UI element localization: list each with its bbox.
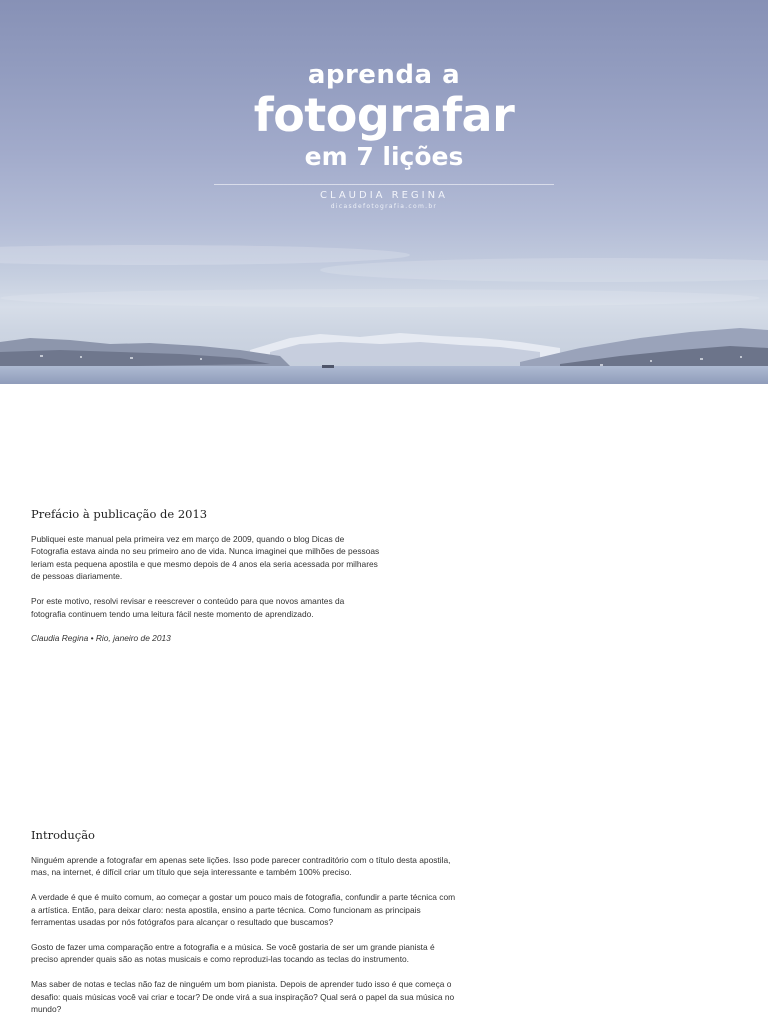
introduction-heading: Introdução xyxy=(31,828,95,842)
preface-signature: Claudia Regina • Rio, janeiro de 2013 xyxy=(31,633,171,644)
cover-title-line-2: fotografar xyxy=(253,88,515,142)
cover-title-block xyxy=(0,58,768,210)
introduction-paragraph: Mas saber de notas e teclas não faz de ninguém um bom pianista. Depois de aprender tudo isso é que começa o desafio: quais músicas você vai criar e tocar? De onde virá a sua inspiração? Qual será o papel da sua música no mundo? xyxy=(31,979,455,1015)
preface-paragraph: Por este motivo, resolvi revisar e reescrever o conteúdo para que novos amantes da fotografia continuem tendo uma leitura fácil neste momento de aprendizado. xyxy=(31,596,345,619)
cover-title-line-3: em 7 lições xyxy=(304,142,464,171)
cover-website: dicasdefotografia.com.br xyxy=(330,203,438,210)
title-divider xyxy=(214,184,554,185)
cover-author: CLAUDIA REGINA xyxy=(320,190,448,201)
introduction-paragraph: A verdade é que é muito comum, ao começar a gostar um pouco mais de fotografia, confundir a parte técnica com a artística. Então, para deixar claro: nesta apostila, ensino a parte técnica. Como funcionam as principais ferramentas usadas por nós fotógrafos para alcançar o resultado que buscamos? xyxy=(31,892,456,928)
introduction-section xyxy=(31,828,461,1028)
introduction-paragraph: Ninguém aprende a fotografar em apenas sete lições. Isso pode parecer contraditório com o título desta apostila, mas, na internet, é difícil criar um título que seja interessante e também 100% preciso. xyxy=(31,855,451,878)
introduction-paragraph: Gosto de fazer uma comparação entre a fotografia e a música. Se você gostaria de ser um grande pianista é preciso aprender quais são as notas musicais e como reproduzi-las tocando as teclas do instrumento. xyxy=(31,942,435,965)
cover-image xyxy=(0,0,768,384)
preface-paragraph: Publiquei este manual pela primeira vez em março de 2009, quando o blog Dicas de Fotografia estava ainda no seu primeiro ano de vida. Nunca imaginei que milhões de pessoas leriam esta pequena apostila e que mesmo depois de 4 anos ela seria acessada por milhares de pessoas diariamente. xyxy=(31,534,380,582)
preface-section xyxy=(31,507,381,657)
preface-heading: Prefácio à publicação de 2013 xyxy=(31,507,208,521)
cover-title-line-1: aprenda a xyxy=(307,60,461,90)
